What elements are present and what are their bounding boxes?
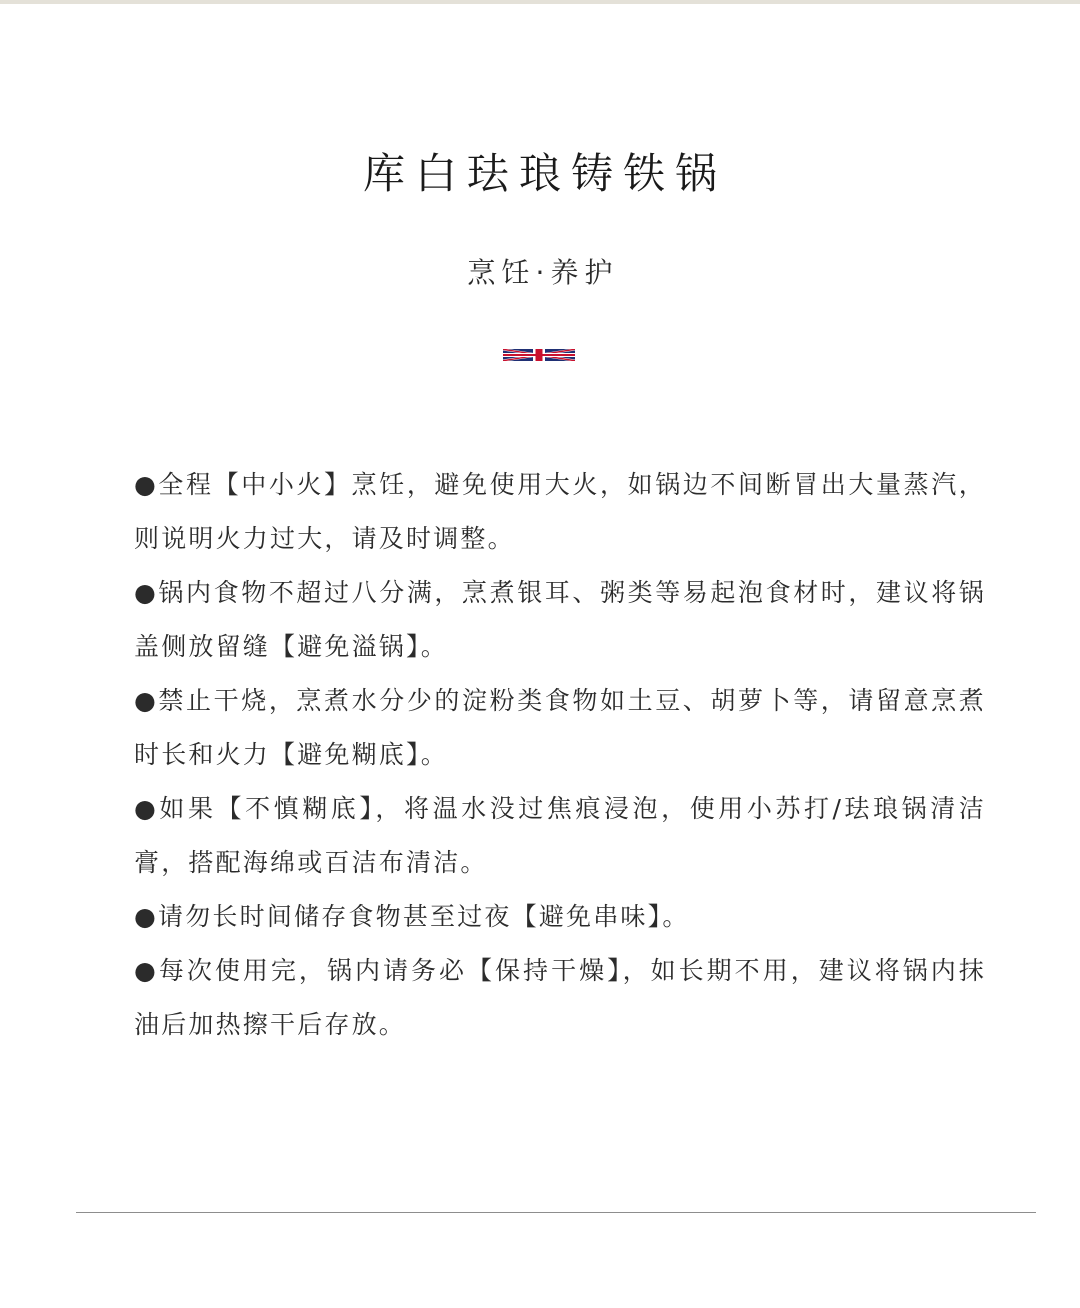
bullet-icon: ●	[134, 578, 159, 607]
top-divider	[0, 0, 1080, 4]
list-item-text: 请勿长时间储存食物甚至过夜【避免串味】。	[158, 902, 690, 931]
list-item	[134, 566, 986, 674]
list-item-text: 全程【中小火】烹饪，避免使用大火，如锅边不间断冒出大量蒸汽，则说明火力过大，请及时调整。	[134, 470, 986, 553]
page-subtitle: 烹饪·养护	[467, 256, 619, 289]
flag-cross-red-horizontal	[503, 354, 575, 356]
bullet-icon: ●	[134, 686, 159, 715]
list-item	[134, 458, 986, 566]
list-item	[134, 944, 986, 1052]
list-item-text: 锅内食物不超过八分满，烹煮银耳、粥类等易起泡食材时，建议将锅盖侧放留缝【避免溢锅】。	[134, 578, 986, 661]
bottom-divider	[76, 1212, 1036, 1213]
bullet-icon: ●	[134, 470, 159, 499]
bullet-icon: ●	[134, 794, 160, 823]
list-item	[134, 890, 986, 944]
bullet-icon: ●	[134, 902, 159, 931]
list-item-text: 如果【不慎糊底】，将温水没过焦痕浸泡，使用小苏打/珐琅锅清洁膏，搭配海绵或百洁布清洁。	[134, 794, 986, 877]
union-jack-flag-icon	[503, 349, 575, 361]
page-title: 库白珐琅铸铁锅	[362, 149, 727, 198]
list-item-text: 禁止干烧，烹煮水分少的淀粉类食物如土豆、胡萝卜等，请留意烹煮时长和火力【避免糊底】。	[134, 686, 986, 769]
bullet-icon: ●	[134, 956, 159, 985]
list-item	[134, 674, 986, 782]
list-item	[134, 782, 986, 890]
list-item-text: 每次使用完，锅内请务必【保持干燥】，如长期不用，建议将锅内抹油后加热擦干后存放。	[134, 956, 986, 1039]
care-instructions-list	[134, 458, 986, 1052]
